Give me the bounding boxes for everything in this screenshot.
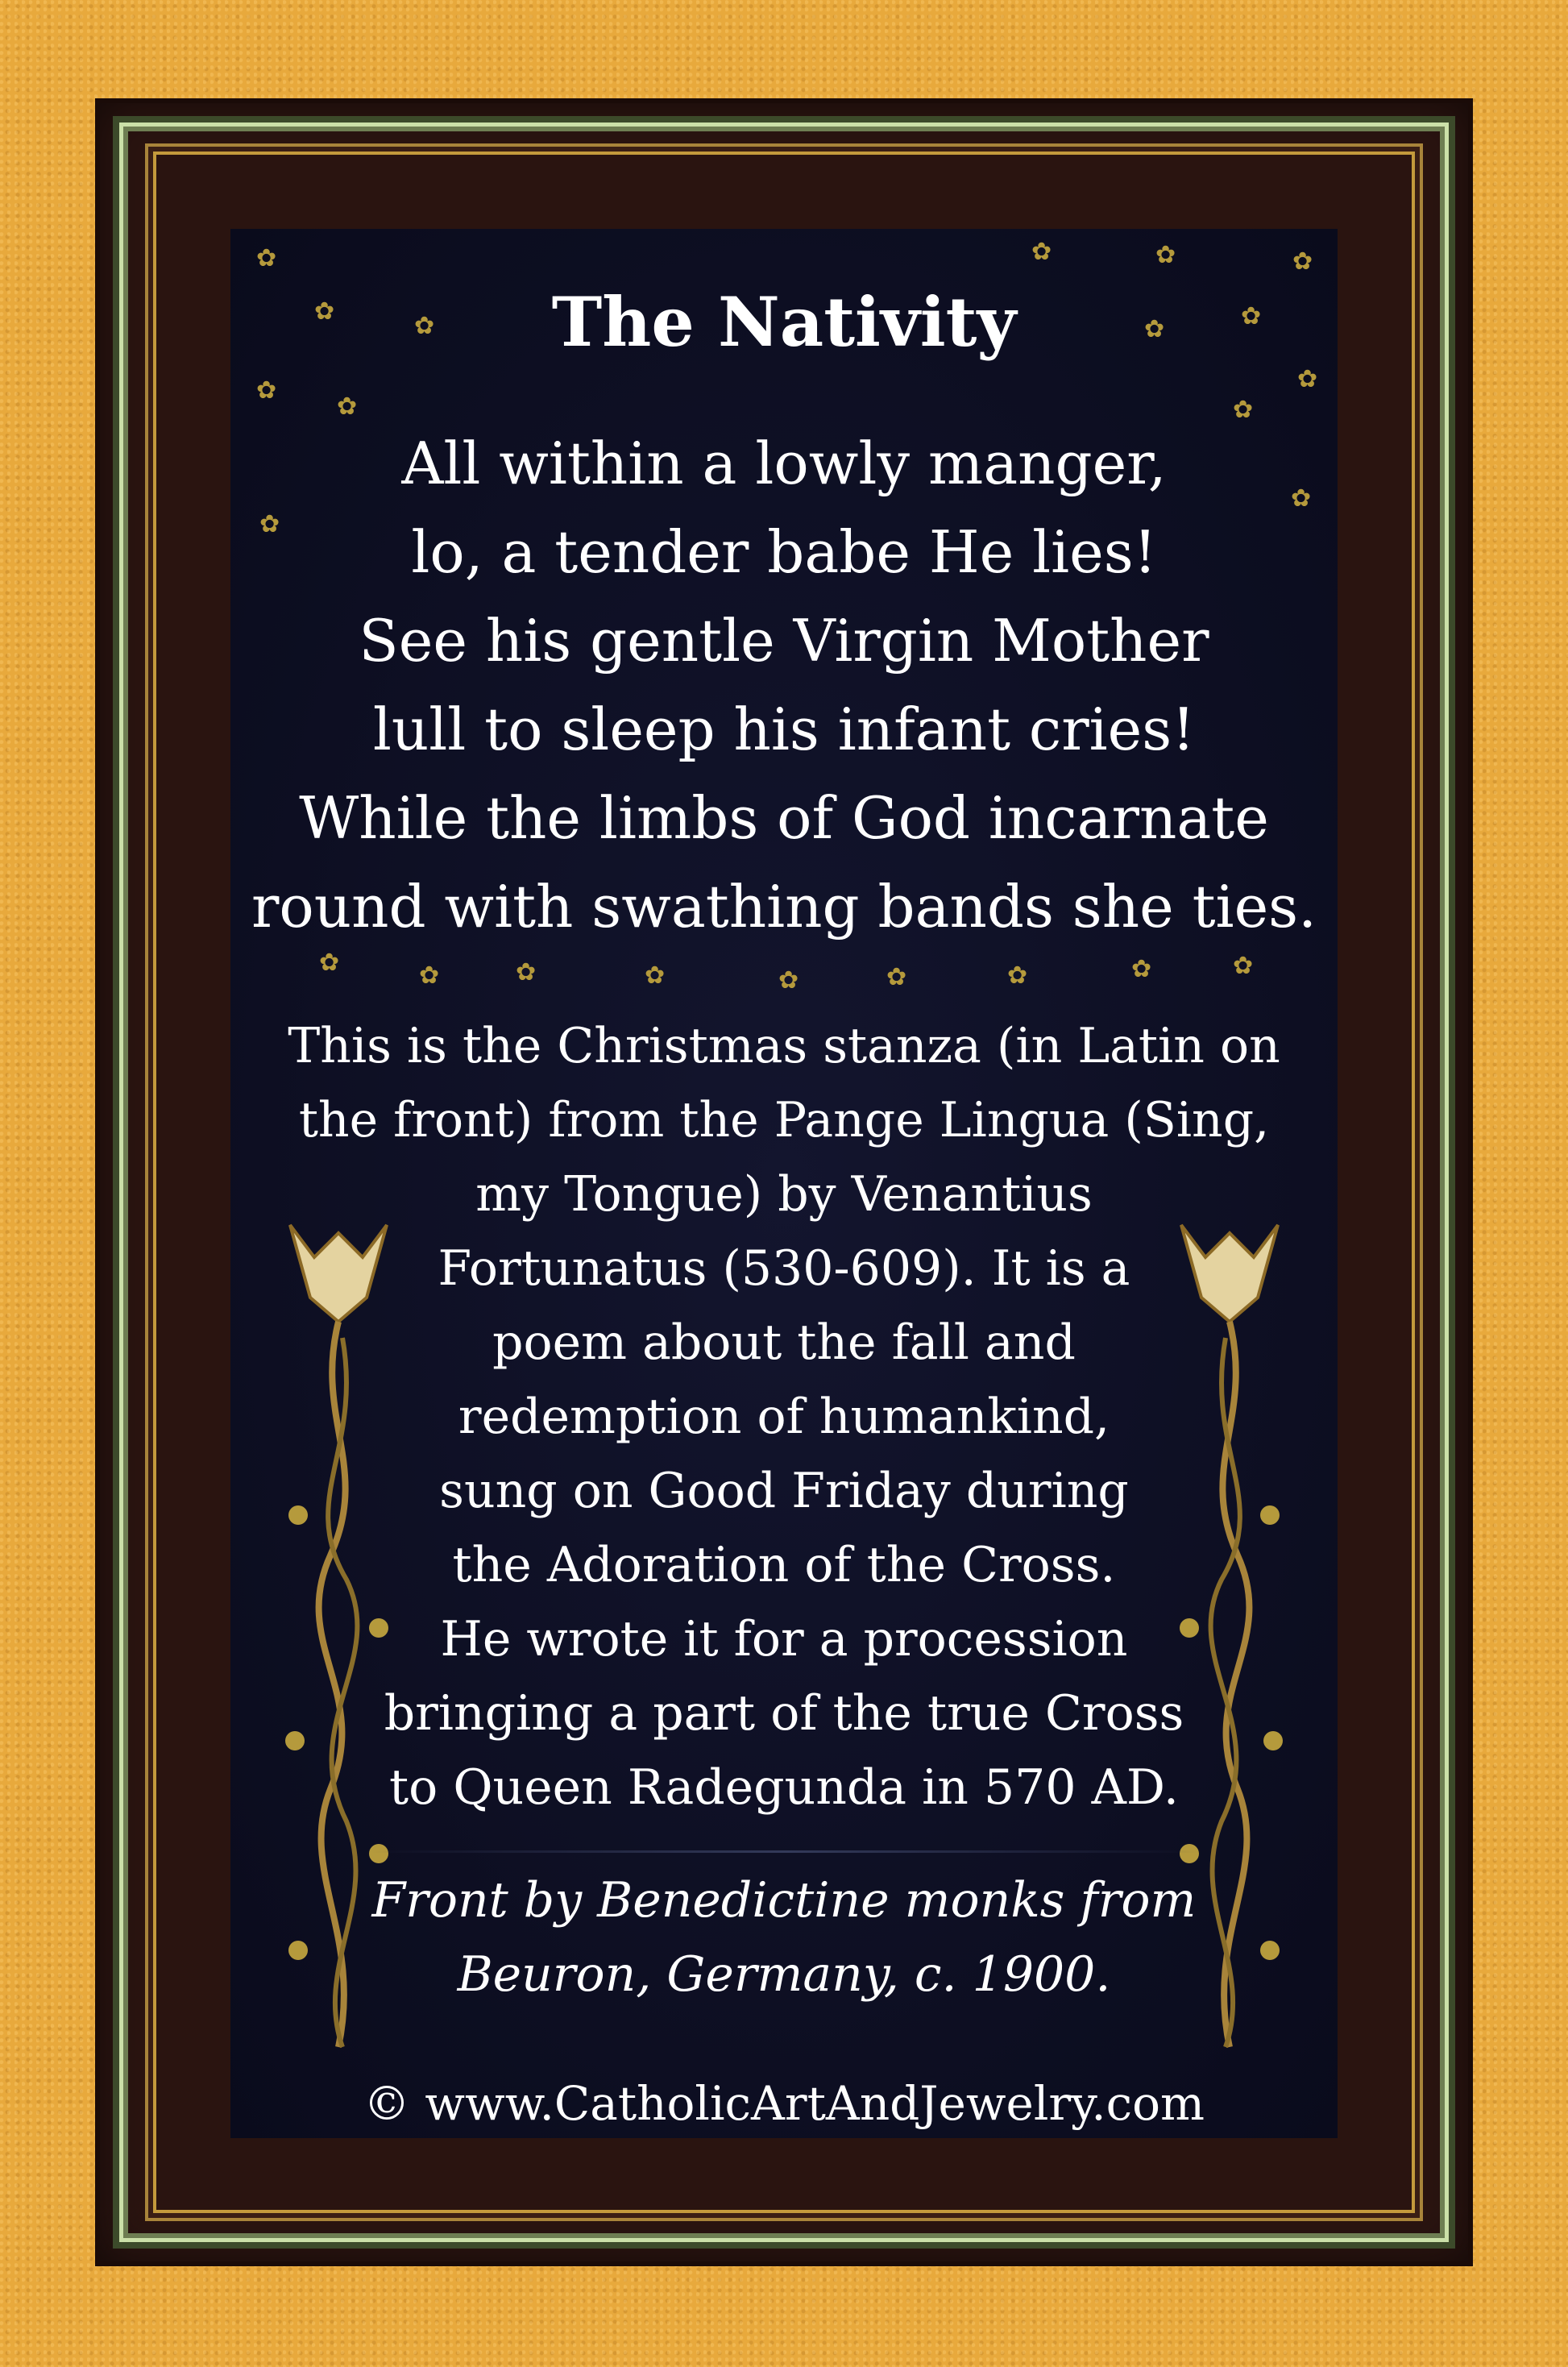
flower-ornament-icon: ✿	[1241, 302, 1262, 330]
flower-ornament-icon: ✿	[1144, 315, 1165, 343]
note-line: to Queen Radegunda in 570 AD.	[389, 1759, 1179, 1816]
flower-ornament-icon: ✿	[1233, 396, 1254, 424]
note-line: redemption of humankind,	[458, 1389, 1110, 1445]
flower-ornament-icon: ✿	[516, 958, 537, 986]
note-line: the front) from the Pange Lingua (Sing,	[298, 1092, 1270, 1148]
poem-line: See his gentle Virgin Mother	[359, 607, 1209, 675]
note-line: This is the Christmas stanza (in Latin on	[288, 1018, 1280, 1074]
note-line: sung on Good Friday during	[439, 1463, 1129, 1519]
credit-line: Beuron, Germany, c. 1900.	[457, 1946, 1111, 2003]
flower-ornament-icon: ✿	[419, 961, 440, 990]
flower-ornament-icon: ✿	[1292, 247, 1313, 276]
note-line: my Tongue) by Venantius	[475, 1166, 1093, 1223]
poem-stanza	[0, 419, 1568, 951]
copyright-notice: © www.CatholicArtAndJewelry.com	[363, 2076, 1205, 2131]
explanatory-note	[0, 1009, 1568, 1825]
poem-line: lull to sleep his infant cries!	[372, 696, 1196, 763]
flower-ornament-icon: ✿	[337, 392, 358, 421]
note-line: poem about the fall and	[492, 1314, 1076, 1371]
poem-line: While the limbs of God incarnate	[299, 784, 1269, 852]
flower-ornament-icon: ✿	[1155, 241, 1176, 269]
flower-ornament-icon: ✿	[1297, 365, 1318, 393]
flower-ornament-icon: ✿	[778, 966, 799, 995]
flower-ornament-icon: ✿	[1007, 961, 1028, 990]
flower-ornament-icon: ✿	[1233, 952, 1254, 980]
note-line: the Adoration of the Cross.	[452, 1537, 1116, 1593]
flower-ornament-icon: ✿	[256, 376, 277, 405]
flower-ornament-icon: ✿	[1131, 955, 1152, 983]
note-line: bringing a part of the true Cross	[384, 1685, 1184, 1742]
poem-line: lo, a tender babe He lies!	[411, 518, 1157, 586]
flower-ornament-icon: ✿	[886, 963, 907, 991]
flower-ornament-icon: ✿	[319, 949, 340, 977]
credit-line: Front by Benedictine monks from	[371, 1872, 1197, 1929]
card-title: The Nativity	[551, 282, 1017, 362]
divider	[371, 1850, 1201, 1853]
flower-ornament-icon: ✿	[314, 297, 335, 326]
flower-ornament-icon: ✿	[1291, 484, 1312, 513]
flower-ornament-icon: ✿	[256, 244, 277, 272]
front-credit	[0, 1863, 1568, 2012]
note-line: He wrote it for a procession	[440, 1611, 1128, 1667]
flower-ornament-icon: ✿	[259, 510, 280, 538]
poem-line: All within a lowly manger,	[401, 430, 1167, 497]
poem-line: round with swathing bands she ties.	[251, 873, 1317, 941]
flower-ornament-icon: ✿	[645, 961, 666, 990]
note-line: Fortunatus (530-609). It is a	[438, 1240, 1130, 1297]
flower-ornament-icon: ✿	[414, 312, 435, 340]
flower-ornament-icon: ✿	[1031, 238, 1052, 266]
